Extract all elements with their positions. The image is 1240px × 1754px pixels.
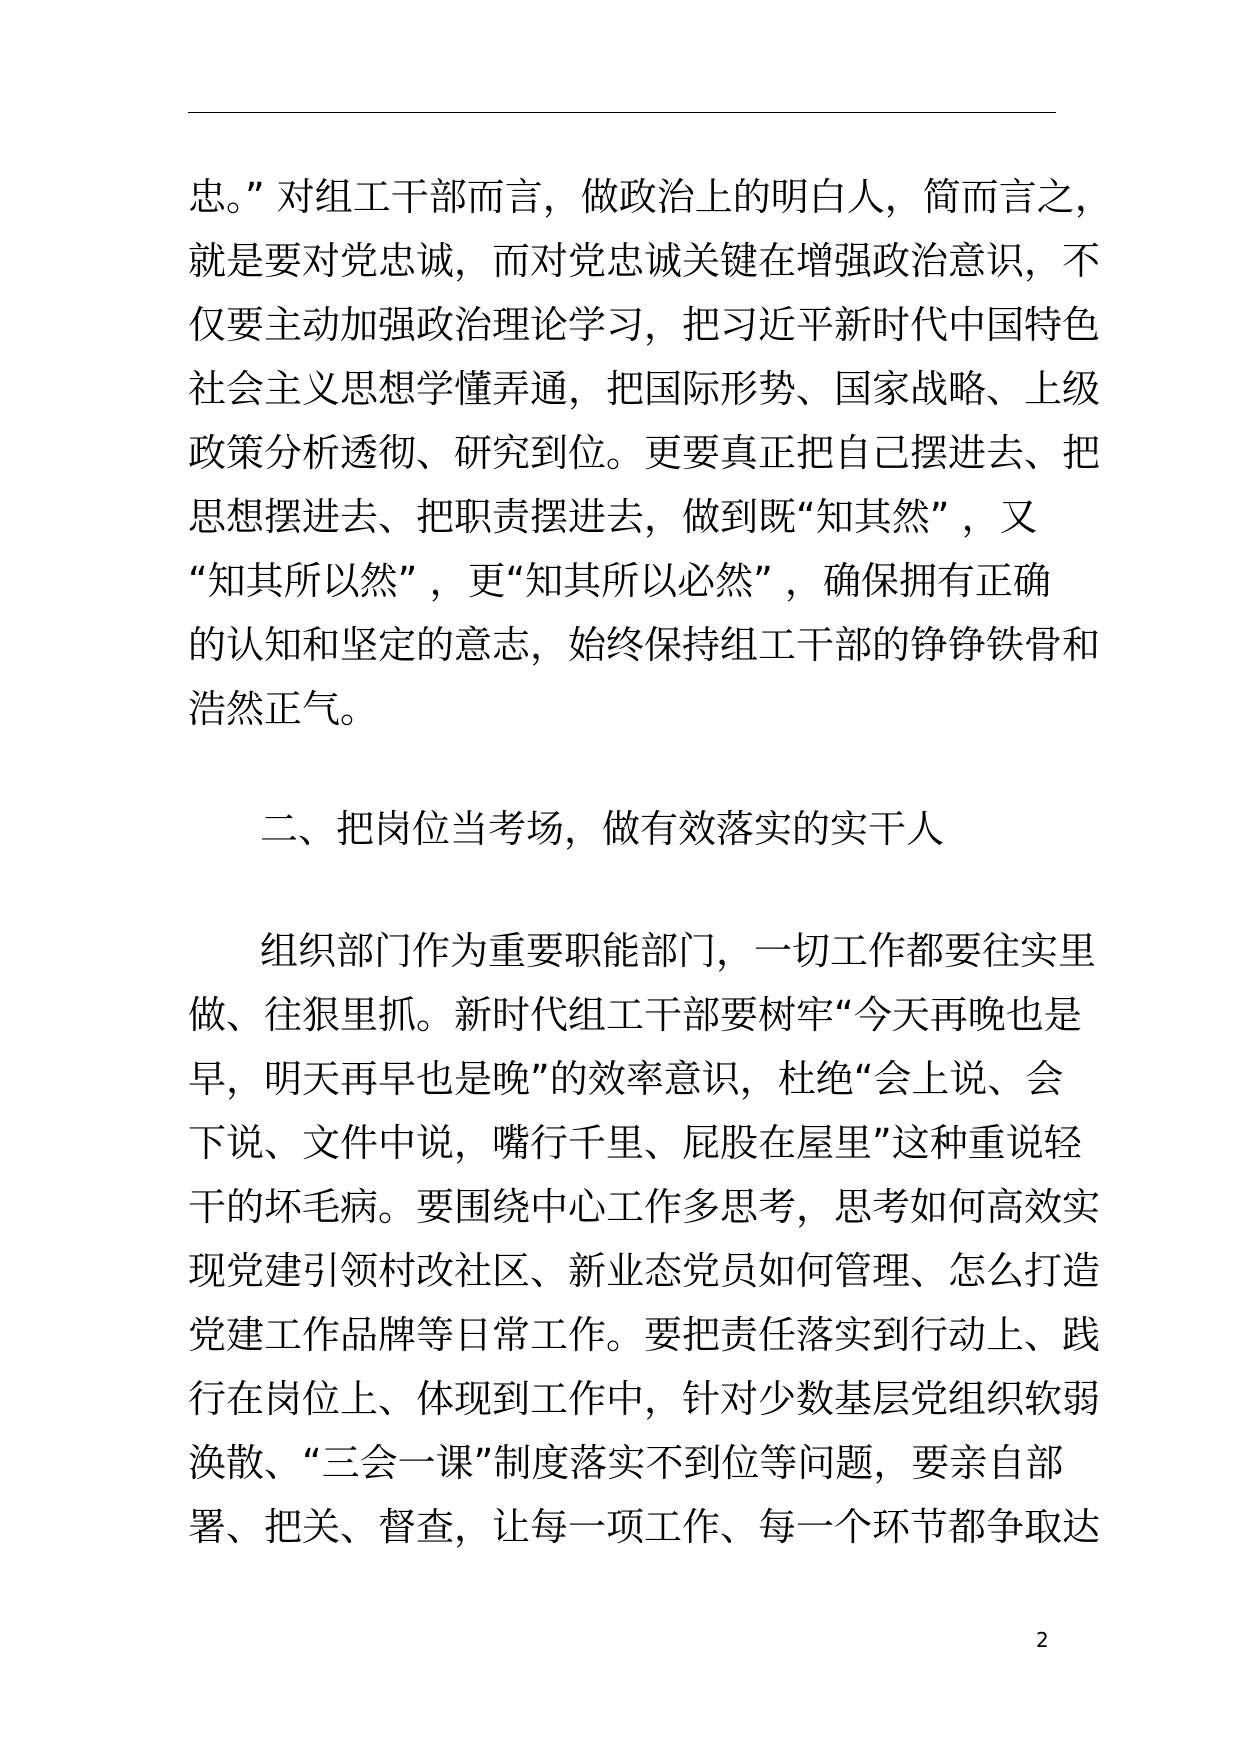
page-number: 2 xyxy=(1036,1628,1049,1652)
paragraph-line: 署、把关、督查，让每一项工作、每一个环节都争取达 xyxy=(188,1505,1101,1549)
paragraph-line: “知其所以然” ，更“知其所以必然” ，确保拥有正确 xyxy=(188,559,1051,603)
paragraph-line: 涣散、“三会一课”制度落实不到位等问题，要亲自部 xyxy=(188,1441,1064,1485)
paragraph-line: 早，明天再早也是晚”的效率意识，杜绝“会上说、会 xyxy=(188,1057,1064,1101)
paragraph-line: 的认知和坚定的意志，始终保持组工干部的铮铮铁骨和 xyxy=(188,623,1101,667)
paragraph-line: 浩然正气。 xyxy=(188,687,379,731)
paragraph-line: 党建工作品牌等日常工作。要把责任落实到行动上、践 xyxy=(188,1313,1101,1357)
paragraph-line: 政策分析透彻、研究到位。更要真正把自己摆进去、把 xyxy=(188,431,1101,475)
section-heading: 二、把岗位当考场，做有效落实的实干人 xyxy=(260,807,945,851)
paragraph-line: 就是要对党忠诚，而对党忠诚关键在增强政治意识，不 xyxy=(188,239,1101,283)
paragraph-line: 仅要主动加强政治理论学习，把习近平新时代中国特色 xyxy=(188,303,1101,347)
paragraph-line: 做、往狠里抓。新时代组工干部要树牢“今天再晚也是 xyxy=(188,993,1082,1037)
paragraph-line: 现党建引领村改社区、新业态党员如何管理、怎么打造 xyxy=(188,1249,1101,1293)
paragraph-line: 组织部门作为重要职能部门，一切工作都要往实里 xyxy=(260,929,1097,973)
paragraph-line: 行在岗位上、体现到工作中，针对少数基层党组织软弱 xyxy=(188,1377,1101,1421)
paragraph-line: 思想摆进去、把职责摆进去，做到既“知其然” ，又 xyxy=(188,495,1038,539)
header-rule xyxy=(188,112,1056,113)
paragraph-line: 社会主义思想学懂弄通，把国际形势、国家战略、上级 xyxy=(188,367,1101,411)
paragraph-line: 下说、文件中说，嘴行千里、屁股在屋里”这种重说轻 xyxy=(188,1121,1082,1165)
paragraph-line: 干的坏毛病。要围绕中心工作多思考，思考如何高效实 xyxy=(188,1185,1101,1229)
paragraph-line: 忠。” 对组工干部而言，做政治上的明白人，简而言之， xyxy=(188,175,1113,219)
